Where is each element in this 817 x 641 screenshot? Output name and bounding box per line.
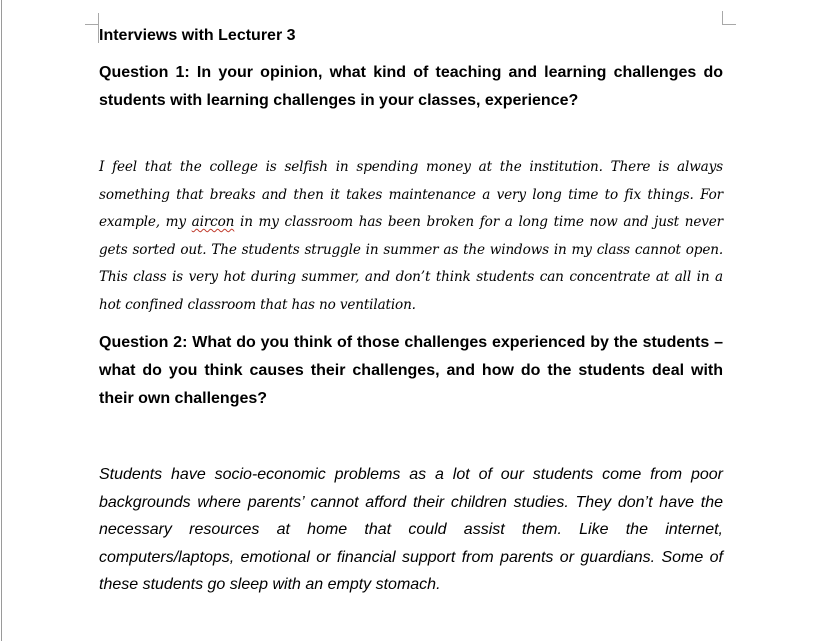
crop-mark-top-left-horizontal <box>85 24 99 25</box>
page-left-border <box>1 0 2 641</box>
document-heading: Interviews with Lecturer 3 <box>99 27 296 44</box>
answer-1 <box>99 154 723 319</box>
question-2: Question 2: What do you think of those challenges experienced by the students – what do you think causes their challenges, and how do the students deal with their own challenges? <box>99 334 723 407</box>
answer-1-text-part1: I feel that the college is selfish in spending money at the institution. There is always something that breaks and then it takes maintenance a very long time to fix things. For example, my <box>99 159 723 230</box>
spelling-error-word[interactable]: aircon <box>191 214 235 230</box>
question-1: Question 1: In your opinion, what kind of teaching and learning challenges do students with learning challenges in your classes, experience? <box>99 64 723 109</box>
answer-2: Students have socio-economic problems as a lot of our students come from poor backgrounds where parents’ cannot afford their children studies. They don’t have the necessary resources at home that could assist them. Like the internet, computers/laptops, emotional or financial support from parents or guardians. Some of these students go sleep with an empty stomach. <box>99 466 723 593</box>
answer-1-text-part2: in my classroom has been broken for a long time now and just never gets sorted out. The students struggle in summer as the windows in my class cannot open. This class is very hot during summer, and don’t think students can concentrate at all in a hot confined classroom that has no ventilation. <box>99 214 723 313</box>
crop-mark-top-right-horizontal <box>722 24 736 25</box>
crop-mark-top-right-vertical <box>722 11 723 25</box>
